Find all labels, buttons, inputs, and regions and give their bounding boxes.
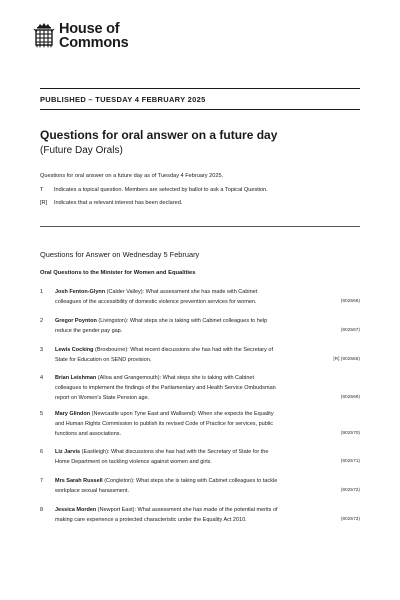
logo-line-2: Commons <box>59 35 129 51</box>
key-text: Indicates a topical question. Members are selected by ballot to ask a Topical Question. <box>54 187 268 193</box>
key-text: Indicates that a relevant interest has been declared. <box>54 200 183 206</box>
member-name: Gregor Poynton <box>55 318 99 324</box>
question-line: and Human Rights Commission to publish its revised Code of Practice for services, public <box>55 421 273 427</box>
question-number: 1 <box>40 289 44 295</box>
question-body <box>55 345 345 365</box>
member-name: Lewis Cocking <box>55 347 96 353</box>
question-number: 5 <box>40 411 44 417</box>
question-body <box>55 287 345 307</box>
question-body <box>55 447 345 467</box>
question-line: Liz Jarvis (Eastleigh): What discussions she has had with the Secretary of State for the <box>55 449 269 455</box>
question-line: Mary Glindon (Newcastle upon Tyne East and Wallsend): When she expects the Equality <box>55 411 274 417</box>
page-title: Questions for oral answer on a future day <box>40 128 278 142</box>
question-line: functions and associations. <box>55 431 122 437</box>
question-reference: [R] (902568) <box>333 357 360 362</box>
question-reference: (902573) <box>340 517 360 522</box>
header-rule-bottom <box>40 109 360 110</box>
subsection-heading: Oral Questions to the Minister for Women and Equalities <box>40 270 196 276</box>
question-line: Mrs Sarah Russell (Congleton): What steps she is taking with Cabinet colleagues to tackle <box>55 478 278 484</box>
logo-line-1: House of <box>59 21 120 37</box>
question-line: colleagues to implement the findings of the Parliamentary and Health Service Ombudsman <box>55 385 276 391</box>
key-item-interest <box>40 200 182 206</box>
question-reference: (902571) <box>340 459 360 464</box>
question-body <box>55 409 345 439</box>
published-date: PUBLISHED – TUESDAY 4 FEBRUARY 2025 <box>40 95 206 104</box>
question-number: 3 <box>40 347 44 353</box>
member-name: Liz Jarvis <box>55 449 82 455</box>
member-name: Mary Glindon <box>55 411 92 417</box>
question-body <box>55 476 345 496</box>
question-line: making care experience a protected characteristic under the Equality Act 2010. <box>55 517 247 523</box>
member-name: Josh Fenton-Glynn <box>55 289 107 295</box>
key-symbol: T <box>40 187 44 193</box>
member-name: Brian Leishman <box>55 375 98 381</box>
member-name: Jessica Morden <box>55 507 98 513</box>
section-heading: Questions for Answer on Wednesday 5 February <box>40 250 200 259</box>
section-rule <box>40 226 360 227</box>
question-body <box>55 505 345 525</box>
question-body <box>55 373 345 403</box>
member-name: Mrs Sarah Russell <box>55 478 105 484</box>
question-line: Gregor Poynton (Livingston): What steps she is taking with Cabinet colleagues to help <box>55 318 268 324</box>
question-reference: (902570) <box>340 431 360 436</box>
question-line: Jessica Morden (Newport East): What assessment she has made of the potential merits of <box>55 507 278 513</box>
question-body <box>55 316 345 336</box>
question-line: State for Education on SEND provision. <box>55 357 152 363</box>
question-number: 7 <box>40 478 44 484</box>
question-line: workplace sexual harassment. <box>55 488 129 494</box>
key-symbol: [R] <box>40 200 48 206</box>
question-reference: (902567) <box>340 328 360 333</box>
question-line: Home Department on tackling violence against women and girls. <box>55 459 212 465</box>
question-line: Josh Fenton-Glynn (Calder Valley): What assessment she has made with Cabinet <box>55 289 258 295</box>
house-of-commons-logo <box>33 22 129 50</box>
question-line: Brian Leishman (Alloa and Grangemouth): What steps she is taking with Cabinet <box>55 375 255 381</box>
question-number: 4 <box>40 375 44 381</box>
intro-text: Questions for oral answer on a future day as of Tuesday 4 February 2025. <box>40 173 224 179</box>
key-item-topical <box>40 187 268 193</box>
portcullis-icon <box>33 23 55 49</box>
question-reference: (902566) <box>340 299 360 304</box>
question-number: 8 <box>40 507 44 513</box>
question-line: colleagues of the accessibility of domestic violence prevention services for women. <box>55 299 257 305</box>
logo-wordmark <box>59 22 129 50</box>
page-subtitle: (Future Day Orals) <box>40 145 123 156</box>
question-number: 6 <box>40 449 44 455</box>
question-number: 2 <box>40 318 44 324</box>
question-line: reduce the gender pay gap. <box>55 328 123 334</box>
question-reference: (902569) <box>340 395 360 400</box>
question-reference: (902572) <box>340 488 360 493</box>
question-line: Lewis Cocking (Broxbourne): What recent discussions she has had with the Secretary of <box>55 347 273 353</box>
header-rule-top <box>40 88 360 89</box>
question-line: report on Women's State Pension age. <box>55 395 150 401</box>
